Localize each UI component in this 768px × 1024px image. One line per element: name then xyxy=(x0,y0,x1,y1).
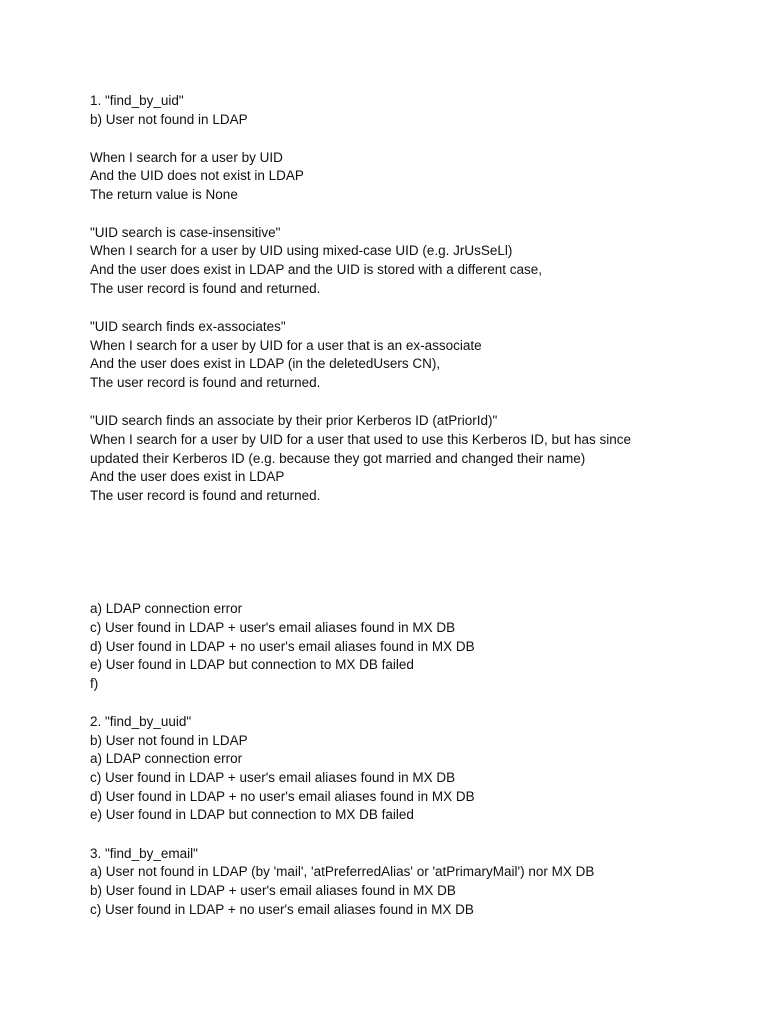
list-item: d) User found in LDAP + no user's email aliases found in MX DB xyxy=(90,789,475,804)
section-3-heading: 3. "find_by_email" xyxy=(90,846,198,861)
text-line: The user record is found and returned. xyxy=(90,375,321,390)
list-item: d) User found in LDAP + no user's email aliases found in MX DB xyxy=(90,639,475,654)
list-item: a) LDAP connection error xyxy=(90,601,243,616)
list-item: c) User found in LDAP + no user's email aliases found in MX DB xyxy=(90,902,474,917)
text-line: And the user does exist in LDAP xyxy=(90,469,285,484)
list-item: e) User found in LDAP but connection to MX DB failed xyxy=(90,807,414,822)
text-line: When I search for a user by UID using mixed-case UID (e.g. JrUsSeLl) xyxy=(90,243,513,258)
scenario-title: "UID search finds ex-associates" xyxy=(90,319,286,334)
list-item: b) User found in LDAP + user's email aliases found in MX DB xyxy=(90,883,456,898)
text-line: When I search for a user by UID for a user that used to use this Kerberos ID, but has since xyxy=(90,432,632,447)
text-line: When I search for a user by UID for a user that is an ex-associate xyxy=(90,338,482,353)
scenario-title: "UID search is case-insensitive" xyxy=(90,225,281,240)
list-item: a) User not found in LDAP (by 'mail', 'atPreferredAlias' or 'atPrimaryMail') nor MX DB xyxy=(90,864,595,879)
text-line: When I search for a user by UID xyxy=(90,150,283,165)
text-line: The user record is found and returned. xyxy=(90,281,321,296)
list-item: a) LDAP connection error xyxy=(90,751,243,766)
list-item: f) xyxy=(90,676,99,691)
text-line: And the user does exist in LDAP (in the deletedUsers CN), xyxy=(90,356,441,371)
scenario-title: "UID search finds an associate by their prior Kerberos ID (atPriorId)" xyxy=(90,413,498,428)
list-item: b) User not found in LDAP xyxy=(90,733,248,748)
section-2-heading: 2. "find_by_uuid" xyxy=(90,714,192,729)
list-item: c) User found in LDAP + user's email aliases found in MX DB xyxy=(90,620,456,635)
list-item: c) User found in LDAP + user's email aliases found in MX DB xyxy=(90,770,456,785)
text-line: b) User not found in LDAP xyxy=(90,112,248,127)
section-1-heading: 1. "find_by_uid" xyxy=(90,93,184,108)
text-line: The return value is None xyxy=(90,187,238,202)
text-line: And the UID does not exist in LDAP xyxy=(90,168,304,183)
list-item: e) User found in LDAP but connection to MX DB failed xyxy=(90,657,414,672)
text-line: The user record is found and returned. xyxy=(90,488,321,503)
text-line: And the user does exist in LDAP and the UID is stored with a different case, xyxy=(90,262,542,277)
text-line: updated their Kerberos ID (e.g. because they got married and changed their name) xyxy=(90,451,586,466)
